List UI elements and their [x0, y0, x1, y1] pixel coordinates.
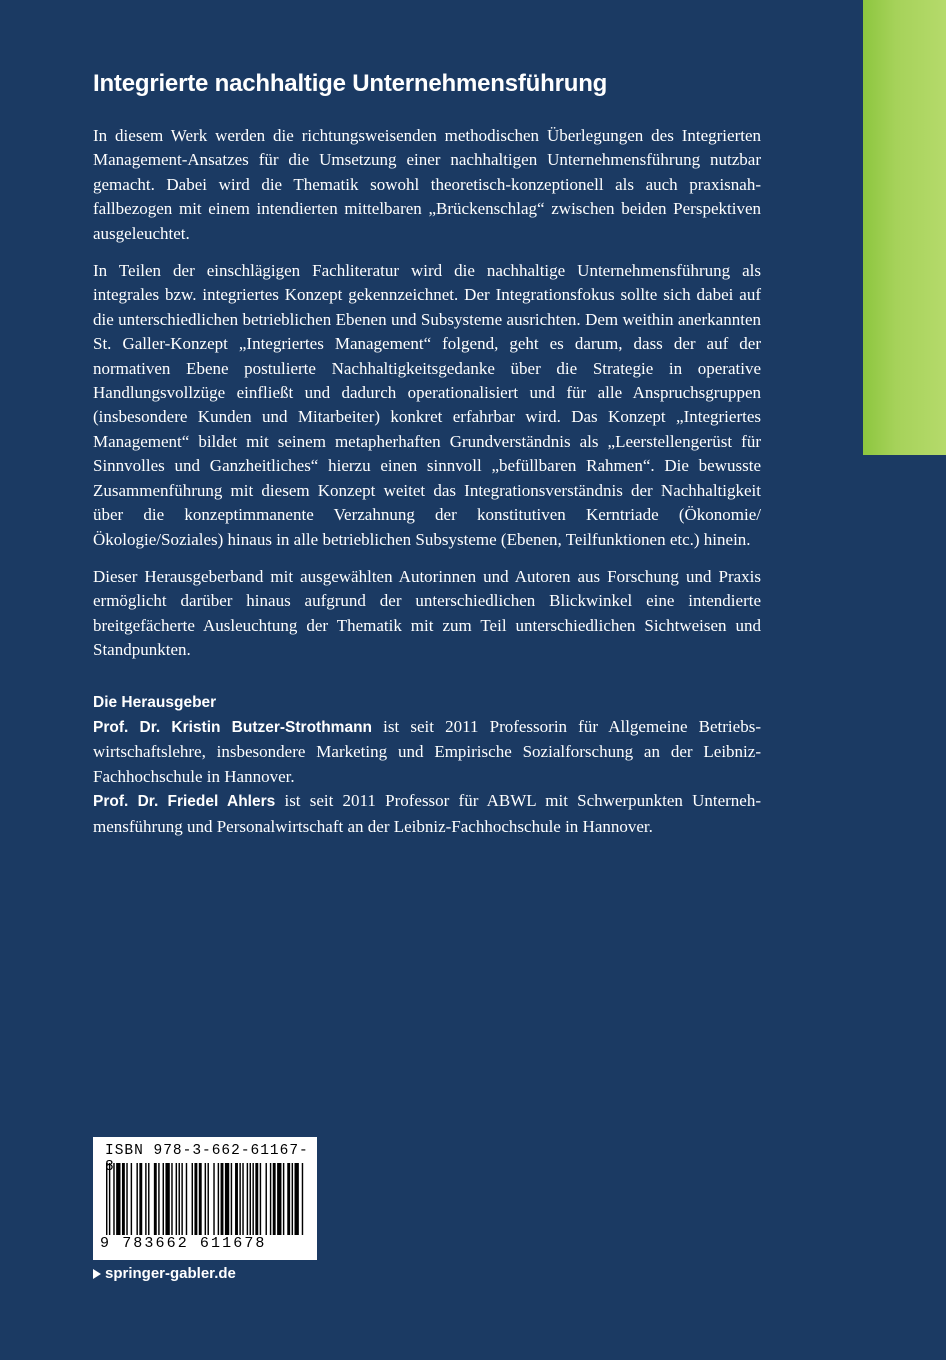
isbn-barcode-box [93, 1137, 317, 1260]
editor-bio: ist seit 2011 Professorin für Allgemeine Betriebswirtschaftslehre, insbesondere Marketing und Empirische Sozialforschung an der Leibniz-Fachhochschule in Hannover. [93, 716, 761, 786]
barcode-bar [171, 1163, 172, 1235]
barcode-bar [116, 1163, 120, 1235]
barcode-bar [113, 1163, 114, 1235]
arrow-right-icon [93, 1269, 101, 1279]
barcode-bar [235, 1163, 238, 1235]
barcode-bar [158, 1163, 159, 1235]
barcode-bar [231, 1163, 232, 1235]
editor-bio: ist seit 2011 Professor für ABWL mit Schwerpunkten Unternehmensführung und Personalwirtschaft an der Leibniz-Fachhochschule in Hannover. [93, 791, 762, 836]
barcode-bar [179, 1163, 180, 1235]
barcode-bar [148, 1163, 149, 1235]
editor-name: Prof. Dr. Friedel Ahlers [93, 793, 276, 811]
isbn-label: ISBN 978-3-662-61167-8 [105, 1143, 309, 1175]
barcode-bar [287, 1163, 290, 1235]
editor-entry-1 [93, 715, 761, 789]
barcode-bar [221, 1163, 224, 1235]
editor-entry-2 [93, 789, 761, 839]
barcode-bar [255, 1163, 258, 1235]
barcode-bar [266, 1163, 267, 1235]
website-url: springer-gabler.de [105, 1265, 236, 1282]
barcode-bar [277, 1163, 281, 1235]
barcode-bar [225, 1163, 229, 1235]
barcode-bar [136, 1163, 137, 1235]
barcode-bar [239, 1163, 240, 1235]
barcode-bar [122, 1163, 125, 1235]
back-cover-content [93, 70, 761, 839]
barcode-bar [192, 1163, 193, 1235]
barcode-bar [292, 1163, 293, 1235]
editors-section [93, 691, 761, 839]
barcode-bar [181, 1163, 182, 1235]
barcode-digits: 9 783662 611678 [100, 1235, 267, 1252]
paragraph-2: In Teilen der einschlägigen Fachliteratur wird die nachhaltige Unternehmensführung als integrales bzw. integriertes Konzept gekennzeichnet. Der Integrationsfokus sollte sich dabei auf die unterschiedlichen betrieblichen Ebenen und Subsysteme ausrichten. Dem weithin anerkannten St. Galler-Konzept „Integriertes Management“ folgend, geht es darum, dass der auf der normativen Ebene postulierte Nachhaltigkeitsgedanke über die Strategie in operative Handlungsvollzüge einfließt und dadurch operationalisiert und für alle Anspruchsgruppen (insbesondere Kunden und Mitarbeiter) konkret erfahrbar wird. Das Konzept „Integriertes Management“ bildet mit seinem metapherhaften Grundverständnis als „Leerstellengerüst für Sinnvolles und Ganzheitliches“ hierzu einen sinnvoll „befüllbaren Rahmen“. Die bewusste Zusammenführung mit diesem Konzept weitet das Integrationsverständnis der Nachhaltigkeit über die konzeptimmanente Verzahnung der konstitutiven Kerntriade (Ökonomie/Ökologie/Soziales) hinaus in alle betrieblichen Subsysteme (Ebenen, Teilfunktionen etc.) hinein. [93, 261, 761, 549]
barcode-bar [283, 1163, 284, 1235]
barcode-bar [154, 1163, 157, 1235]
barcode-bar [252, 1163, 253, 1235]
barcode-bar [163, 1163, 164, 1235]
barcode-bar [250, 1163, 251, 1235]
barcode-bar [205, 1163, 206, 1235]
barcode-bar [199, 1163, 202, 1235]
paragraph-1: In diesem Werk werden die richtungsweisenden methodischen Überlegungen des Integrierten Management-Ansatzes für die Umsetzung einer nachhaltigen Unternehmensführung nutzbar gemacht. Dabei wird die Thematik sowohl theoretisch-konzeptionell als auch praxisnah-fallbezogen mit einem intendierten mittelbaren „Brückenschlag“ zwischen beiden Perspektiven ausgeleuchtet. [93, 126, 761, 243]
editor-name: Prof. Dr. Kristin Butzer-Strothmann [93, 718, 373, 736]
barcode-bar [218, 1163, 219, 1235]
green-accent-band [863, 0, 946, 455]
barcode-image [104, 1163, 306, 1241]
barcode-bar [260, 1163, 261, 1235]
barcode-bar [109, 1163, 110, 1235]
barcode-bar [131, 1163, 132, 1235]
barcode-bar [270, 1163, 271, 1235]
book-title: Integrierte nachhaltige Unternehmensführung [93, 70, 608, 97]
barcode-bar [213, 1163, 214, 1235]
barcode-bar [273, 1163, 276, 1235]
barcode-bar [208, 1163, 209, 1235]
barcode-bar [247, 1163, 248, 1235]
barcode-bar [186, 1163, 187, 1235]
barcode-bar [126, 1163, 127, 1235]
editors-heading: Die Herausgeber [93, 693, 217, 711]
barcode-bar [302, 1163, 303, 1235]
paragraph-3: Dieser Herausgeberband mit ausgewählten Autorinnen und Autoren aus Forschung und Praxis ermöglicht darüber hinaus aufgrund der unterschiedlichen Blickwinkel eine intendierte breitgefächerte Ausleuchtung der Thematik mit zum Teil unterschiedlichen Sichtweisen und Standpunkten. [93, 566, 761, 660]
barcode-bar [176, 1163, 177, 1235]
barcode-bar [145, 1163, 146, 1235]
barcode-bar [106, 1163, 107, 1235]
publisher-website-link[interactable] [93, 1265, 236, 1282]
barcode-bar [242, 1163, 243, 1235]
barcode-bar [139, 1163, 142, 1235]
barcode-bar [295, 1163, 299, 1235]
barcode-bar [165, 1163, 169, 1235]
barcode-bar [194, 1163, 197, 1235]
